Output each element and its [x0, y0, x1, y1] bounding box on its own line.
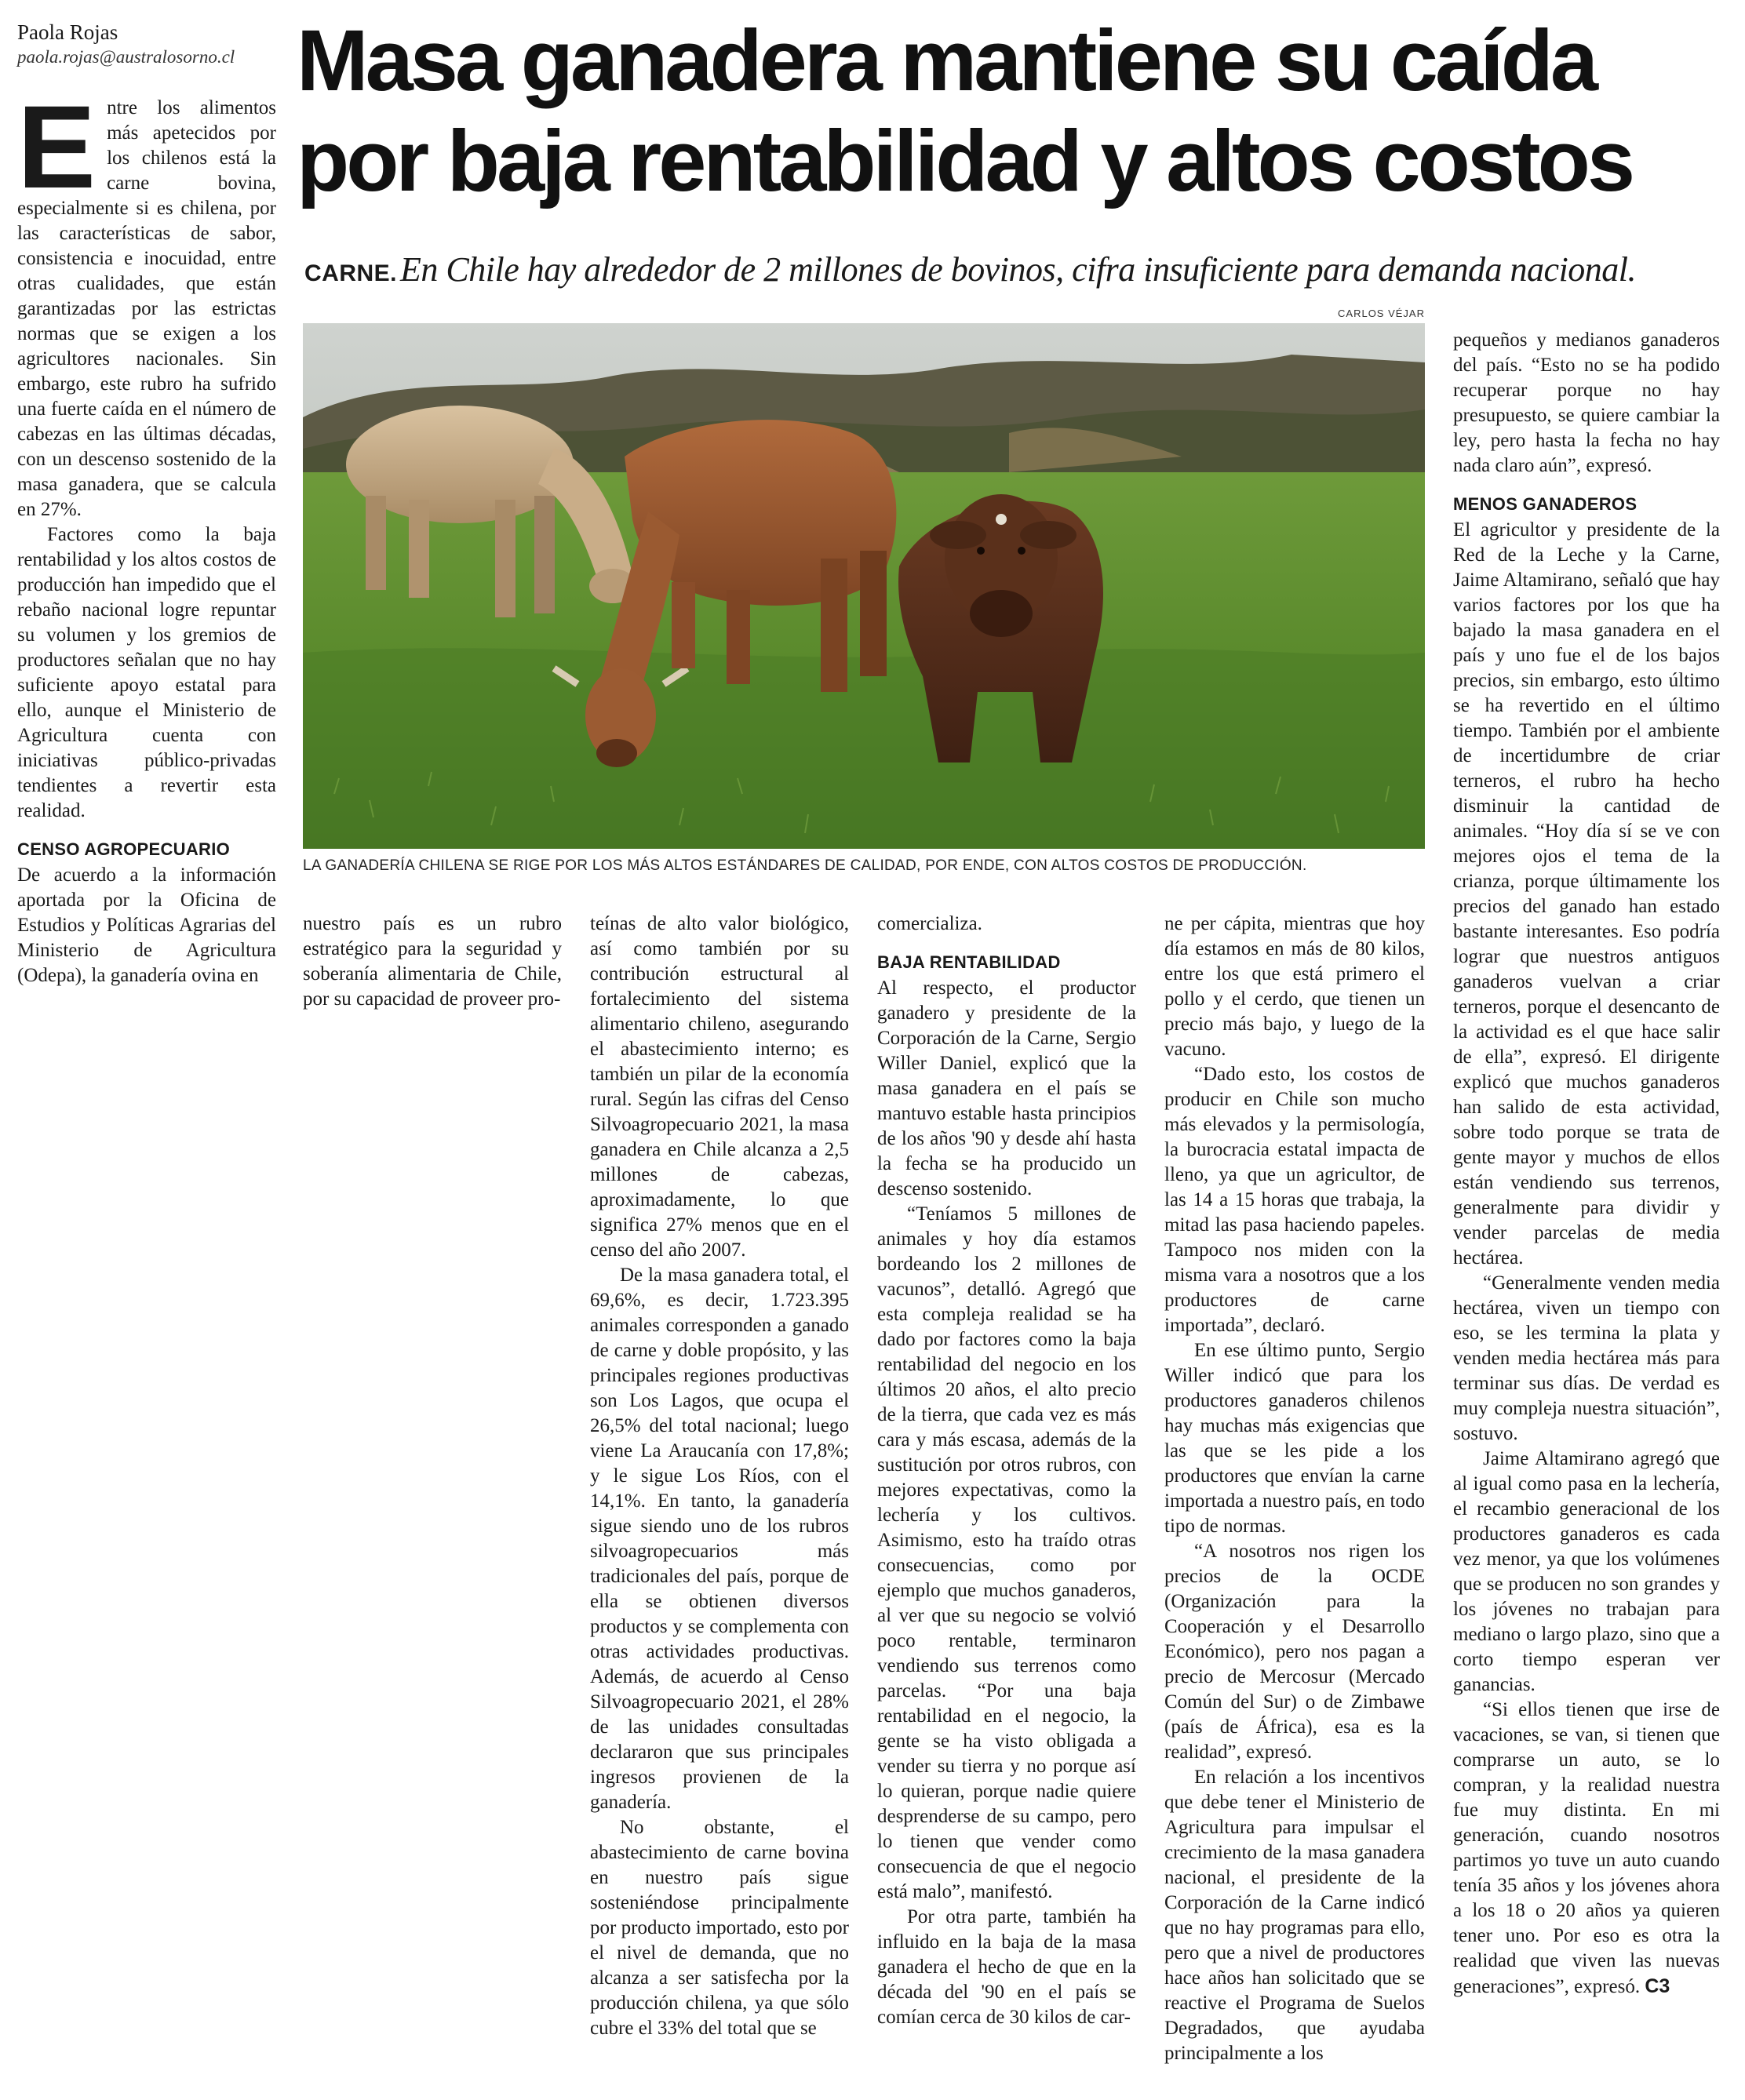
paragraph: “A nosotros nos rigen los precios de la OCDE (Organización para la Cooperación y el Desarrollo Económico), pero nos pagan a precio de Mercosur (Mercado Común del Sur) o de Zimbawe (país de África), esa es la realidad”, expresó. — [1164, 1541, 1425, 1763]
author-email: paola.rojas@australosorno.cl — [17, 47, 235, 67]
section-heading: BAJA RENTABILIDAD — [877, 952, 1061, 972]
byline — [17, 19, 276, 69]
author-name: Paola Rojas — [17, 20, 118, 44]
article-column-2 — [303, 912, 562, 1012]
section-heading: MENOS GANADEROS — [1453, 494, 1638, 514]
headline-line-1: Masa ganadera mantiene su caída — [297, 13, 1596, 109]
paragraph: En relación a los incentivos que debe tener el Ministerio de Agricultura para impulsar el crecimiento de la masa ganadera nacional, el presidente de la Corporación de la Carne indicó que no hay programas para ello, pero que a nivel de productores hace años han solicitado que se reactive el Programa de Suelos Degradados, que ayudaba principalmente a los — [1164, 1767, 1425, 2064]
paragraph: El agricultor y presidente de la Red de la Leche y la Carne, Jaime Altamirano, señaló que hay varios factores por los que ha bajado la masa ganadera en el país y uno fue el de los bajos precios, sin embargo, esto último se ha revertido en el último tiempo. También por el ambiente de incertidumbre de criar terneros, el rubro ha hecho disminuir la cantidad de animales. “Hoy día sí se ve con mejores ojos el tema de la crianza, porque últimamente los precios del ganado han estado bastante interesantes. Eso podría lograr que nuestros antiguos ganaderos vuelvan a criar terneros, porque el desencanto de la actividad es el que hace salir de ella”, expresó. El dirigente explicó que muchos ganaderos han salido de esta actividad, sobre todo porque se trata de gente mayor y muchos de ellos están vendiendo sus terrenos, generalmente para dividir y vender parcelas de media hectárea. — [1453, 519, 1720, 1268]
subhead-deck: En Chile hay alrededor de 2 millones de bovinos, cifra insuficiente para demanda nacional. — [400, 250, 1637, 289]
paragraph: “Generalmente venden media hectárea, viven un tiempo con eso, se les termina la plata y venden media hectárea más para terminar sus días. De verdad es muy compleja nuestra situación”, sostuvo. — [1453, 1272, 1720, 1444]
article-column-5 — [1164, 912, 1425, 2066]
article-column-6 — [1453, 328, 1720, 2000]
drop-cap: E — [17, 81, 97, 213]
paragraph: De la masa ganadera total, el 69,6%, es decir, 1.723.395 animales corresponden a ganado de carne y doble propósito, y las principales regiones productivas son Los Lagos, que ocupa el 26,5% del total nacional; luego viene La Araucanía con 17,8%; y le sigue Los Ríos, con el 14,1%. En tanto, la ganadería sigue siendo uno de los rubros silvoagropecuarios más tradicionales del país, porque de ella se obtienen diversos productos y se complementa con otras actividades productivas. Además, de acuerdo al Censo Silvoagropecuario 2021, el 28% de las unidades consultadas declararon que sus principales ingresos provienen de la ganadería. — [590, 1265, 849, 1813]
section-heading: CENSO AGROPECUARIO — [17, 839, 231, 859]
paragraph: “Teníamos 5 millones de animales y hoy día estamos bordeando los 2 millones de vacunos”, detalló. Agregó que esta compleja realidad se ha dado por factores como la baja rentabilidad del negocio en los últimos 20 años, el alto precio de la tierra, que cada vez es más cara y más escasa, además de la sustitución por otros rubros, con mejores expectativas, como la lechería y los cultivos. Asimismo, esto ha traído otras consecuencias, como por ejemplo que muchos ganaderos, al ver que su negocio se volvió poco rentable, terminaron vendiendo sus terrenos como parcelas. “Por una baja rentabilidad en el negocio, la gente se ha visto obligada a vender su tierra y no porque así lo quieran, porque nadie quiere desprenderse de su campo, pero lo tienen que vender como consecuencia de que el negocio está malo”, manifestó. — [877, 1203, 1136, 1902]
paragraph: comercializa. — [877, 913, 982, 934]
paragraph: De acuerdo a la información aportada por la Oficina de Estudios y Políticas Agrarias del Ministerio de Agricultura (Odepa), la ganadería ovina en — [17, 864, 276, 986]
subhead — [304, 249, 1740, 289]
paragraph: ne per cápita, mientras que hoy día estamos en más de 80 kilos, entre los que está primero el pollo y el cerdo, que tienen un precio más bajo, y luego de la vacuno. — [1164, 913, 1425, 1060]
paragraph: pequeños y medianos ganaderos del país. “Esto no se ha podido recuperar porque no hay presupuesto, se quiere cambiar la ley, pero hasta la fecha no hay nada claro aún”, expresó. — [1453, 329, 1720, 476]
paragraph: Jaime Altamirano agregó que al igual como pasa en la lechería, el recambio generacional de los productores ganaderos es cada vez menor, ya que los volúmenes que se producen no son grandes y los jóvenes no trabajan para mediano o largo plazo, sino que a corto tiempo esperan ver ganancias. — [1453, 1448, 1720, 1695]
paragraph: “Dado esto, los costos de producir en Chile son mucho más elevados y la permisología, la burocracia estatal impacta de lleno, ya que un agricultor, de las 14 a 15 horas que trabaja, la mitad las pasa haciendo papeles. Tampoco nos miden con la misma vara a nosotros que a los productores de carne importada”, declaró. — [1164, 1064, 1425, 1336]
paragraph: Por otra parte, también ha influido en la baja de la masa ganadera el hecho de que en la década del '90 en el país se comían cerca de 30 kilos de car- — [877, 1906, 1136, 2028]
paragraph: Al respecto, el productor ganadero y presidente de la Corporación de la Carne, Sergio Willer Daniel, explicó que la masa ganadera en el país se mantuvo estable hasta principios de los años '90 y desde ahí hasta la fecha se ha producido un descenso sostenido. — [877, 977, 1136, 1199]
cattle-photo — [303, 323, 1425, 849]
article-column-4 — [877, 912, 1136, 2030]
article-column-3 — [590, 912, 849, 2041]
photo-credit: CARLOS VÉJAR — [1338, 308, 1425, 319]
headline — [297, 11, 1740, 212]
paragraph: No obstante, el abastecimiento de carne bovina en nuestro país sigue sosteniéndose principalmente por producto importado, esto por el nivel de demanda, que no alcanza a ser satisfecha por la producción chilena, ya que sólo cubre el 33% del total que se — [590, 1817, 849, 2039]
paragraph: Factores como la baja rentabilidad y los altos costos de producción han impedido que el rebaño nacional logre repuntar su volumen y los gremios de productores señalan que no hay suficiente apoyo estatal para ello, aunque el Ministerio de Agricultura cuenta con iniciativas público-privadas tendientes a revertir esta realidad. — [17, 524, 276, 821]
photo-caption: LA GANADERÍA CHILENA SE RIGE POR LOS MÁS ALTOS ESTÁNDARES DE CALIDAD, POR ENDE, CON ALTOS COSTOS DE PRODUCCIÓN. — [303, 857, 1307, 874]
paragraph: “Si ellos tienen que irse de vacaciones, se van, si tienen que comprarse un auto, se lo compran, y la realidad nuestra fue muy distinta. En mi generación, cuando nosotros partimos yo tuve un auto cuando tenía 35 años y los jóvenes ahora a los 18 o 20 años ya quieren tener uno. Por eso es otra la realidad que viven las nuevas generaciones”, expresó. C3 — [1453, 1699, 1720, 1997]
paragraph: teínas de alto valor biológico, así como también por su contribución estructural al fortalecimiento del sistema alimentario chileno, asegurando el abastecimiento interno; es también un pilar de la economía rural. Según las cifras del Censo Silvoagropecuario 2021, la masa ganadera en Chile alcanza a 2,5 millones de cabezas, aproximadamente, lo que significa 27% menos que en el censo del año 2007. — [590, 913, 849, 1261]
end-mark: C3 — [1645, 1975, 1670, 1997]
cattle-photo-illustration — [303, 323, 1425, 849]
paragraph: nuestro país es un rubro estratégico para la seguridad y soberanía alimentaria de Chile, por su capacidad de proveer pro- — [303, 913, 562, 1010]
headline-line-2: por baja rentabilidad y altos costos — [297, 113, 1632, 209]
paragraph: En ese último punto, Sergio Willer indicó que para los productores ganaderos chilenos hay muchas más exigencias que las que se les pide a los productores que envían la carne importada a nuestro país, en todo tipo de normas. — [1164, 1340, 1425, 1537]
article-column-1 — [17, 81, 276, 988]
paragraph: Entre los alimentos más apetecidos por los chilenos está la carne bovina, especialmente si es chilena, por las características de sabor, consistencia e inocuidad, entre otras cualidades, que están garantizadas por las estrictas normas que se exigen a los agricultores nacionales. Sin embargo, este rubro ha sufrido una fuerte caída en el número de cabezas en las últimas décadas, con un descenso sostenido de la masa ganadera, que se calcula en 27%. — [17, 81, 276, 520]
subhead-kicker: CARNE. — [304, 260, 398, 286]
